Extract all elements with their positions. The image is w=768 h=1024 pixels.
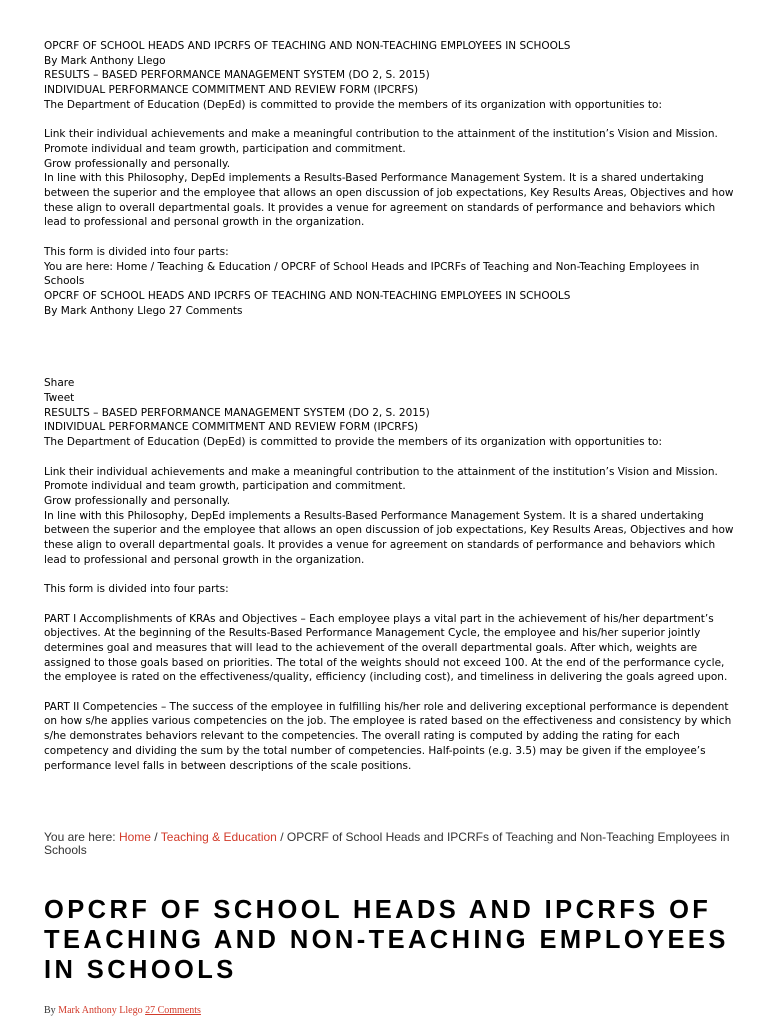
breadcrumb-category-link[interactable]: Teaching & Education: [160, 830, 277, 844]
breadcrumb: [44, 831, 734, 857]
comments-link[interactable]: 27 Comments: [145, 1005, 201, 1016]
doc-system-line: RESULTS – BASED PERFORMANCE MANAGEMENT SYSTEM (DO 2, S. 2015): [44, 69, 430, 82]
spacer: [44, 450, 734, 465]
doc-author-line: By Mark Anthony Llego: [44, 54, 166, 67]
breadcrumb-current: OPCRF of School Heads and IPCRFs of Teaching and Non-Teaching Employees in Schools: [44, 830, 730, 857]
doc-form-line: INDIVIDUAL PERFORMANCE COMMITMENT AND REVIEW FORM (IPCRFS): [44, 84, 419, 97]
doc-item: Link their individual achievements and make a meaningful contribution to the attainment of the institution’s Vision and Mission.: [44, 465, 718, 478]
web-article-header: [44, 831, 734, 1016]
doc-form-line: INDIVIDUAL PERFORMANCE COMMITMENT AND REVIEW FORM (IPCRFS): [44, 421, 419, 434]
spacer: [44, 567, 734, 582]
doc-breadcrumb-text: You are here: Home / Teaching & Education / OPCRF of School Heads and IPCRFs of Teaching and Non-Teaching Employees in Schools: [44, 260, 700, 288]
page-title: OPCRF OF SCHOOL HEADS AND IPCRFS OF TEACHING AND NON-TEACHING EMPLOYEES IN SCHOOLS: [44, 896, 729, 984]
doc-item: Link their individual achievements and make a meaningful contribution to the attainment of the institution’s Vision and Mission.: [44, 128, 718, 141]
breadcrumb-home-link[interactable]: Home: [118, 830, 151, 844]
doc-divided: This form is divided into four parts:: [44, 583, 229, 596]
tweet-text: Tweet: [44, 392, 75, 405]
breadcrumb-separator: /: [150, 830, 161, 844]
doc-item: In line with this Philosophy, DepEd implements a Results-Based Performance Management System. It is a shared undertaking between the superior and the employee that allows an open discussion of job expectations, Key Results Areas, Objectives and how these align to overall departmental goals. It provides a venue for agreement on standards of performance and behaviors which lead to professional and personal growth in the organization.: [44, 509, 734, 566]
spacer: [44, 597, 734, 612]
doc-intro: The Department of Education (DepEd) is committed to provide the members of its organization with opportunities to:: [44, 98, 662, 111]
byline-by: By: [44, 1005, 59, 1016]
doc-intro: The Department of Education (DepEd) is committed to provide the members of its organization with opportunities to:: [44, 436, 662, 449]
share-text: Share: [44, 377, 75, 390]
doc-part-2: PART II Competencies – The success of the employee in fulfilling his/her role and delivering exceptional performance is dependent on how s/he applies various competencies on the job. The employee is rated based on the effectiveness and consistency by which s/he demonstrates behaviors relevant to the competencies. The overall rating is computed by adding the rating for each competency and dividing the sum by the total number of competencies. Half-points (e.g. 3.5) may be given if the employee’s performance level falls in between descriptions of the scale positions.: [44, 700, 732, 772]
pasted-article-text: [44, 39, 734, 773]
byline: [44, 1005, 734, 1016]
doc-item: Promote individual and team growth, participation and commitment.: [44, 142, 406, 155]
doc-title: OPCRF OF SCHOOL HEADS AND IPCRFS OF TEACHING AND NON-TEACHING EMPLOYEES IN SCHOOLS: [44, 40, 571, 52]
breadcrumb-separator: /: [276, 830, 287, 844]
spacer: [44, 230, 734, 245]
spacer: [44, 685, 734, 700]
breadcrumb-prefix: You are here:: [44, 830, 119, 844]
doc-author-comments: By Mark Anthony Llego 27 Comments: [44, 304, 243, 317]
doc-item: Grow professionally and personally.: [44, 494, 231, 507]
doc-part-1: PART I Accomplishments of KRAs and Objectives – Each employee plays a vital part in the achievement of his/her department’s objectives. At the beginning of the Results-Based Performance Management Cycle, the employee and his/her superior jointly determines goal and measures that will lead to the achievement of the overall departmental goals. After which, weights are assigned to those goals based on priorities. The total of the weights should not exceed 100. At the end of the performance cycle, the employee is rated on the effectiveness/quality, efficiency (including cost), and timeliness in delivering the goals agreed upon.: [44, 612, 728, 684]
spacer: [44, 113, 734, 128]
doc-divided: This form is divided into four parts:: [44, 245, 229, 258]
doc-item: In line with this Philosophy, DepEd implements a Results-Based Performance Management System. It is a shared undertaking between the superior and the employee that allows an open discussion of job expectations, Key Results Areas, Objectives and how these align to overall departmental goals. It provides a venue for agreement on standards of performance and behaviors which lead to professional and personal growth in the organization.: [44, 172, 734, 229]
doc-title-repeat: OPCRF OF SCHOOL HEADS AND IPCRFS OF TEACHING AND NON-TEACHING EMPLOYEES IN SCHOOLS: [44, 289, 571, 302]
author-link[interactable]: Mark Anthony Llego: [58, 1005, 143, 1016]
doc-item: Promote individual and team growth, participation and commitment.: [44, 480, 406, 493]
doc-item: Grow professionally and personally.: [44, 157, 231, 170]
doc-system-line: RESULTS – BASED PERFORMANCE MANAGEMENT SYSTEM (DO 2, S. 2015): [44, 406, 430, 419]
spacer: [44, 318, 734, 376]
